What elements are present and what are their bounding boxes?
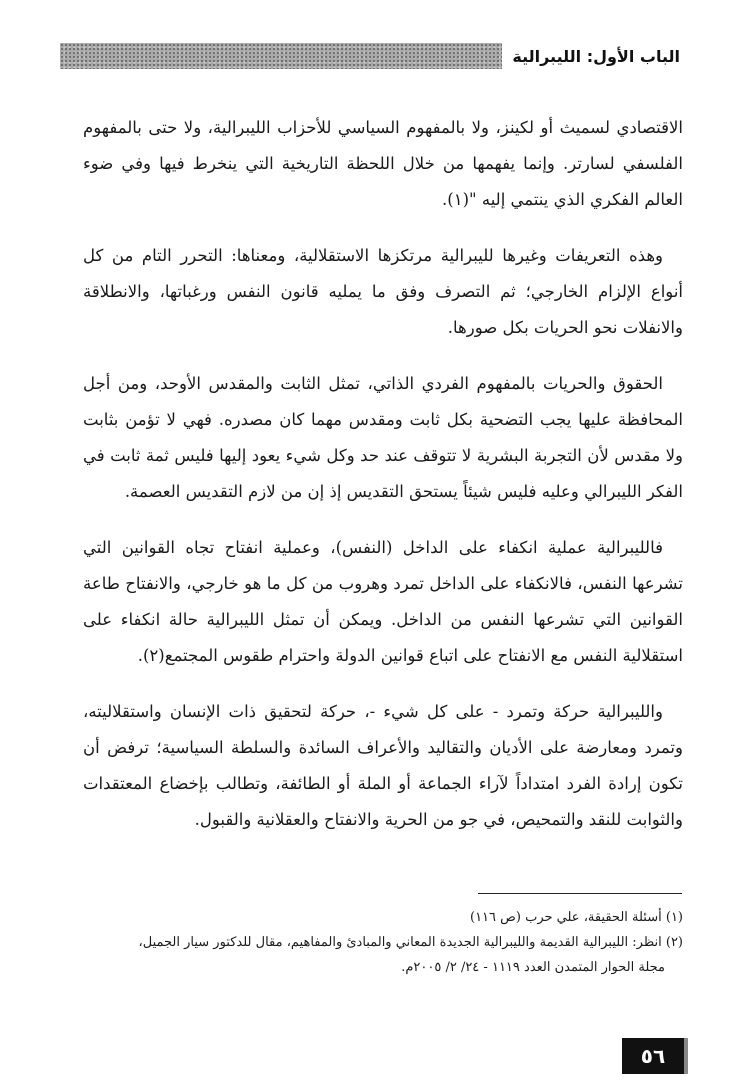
footnote-separator — [478, 893, 682, 894]
paragraph-5: والليبرالية حركة وتمرد - على كل شيء -، حركة لتحقيق ذات الإنسان واستقلاليته، وتمرد ومعارضة على الأديان والتقاليد والأعراف السائدة والسلطة السياسية؛ ترفض أن تكون إرادة الفرد امتداداً لآراء الجماعة أو الملة أو الطائفة، وتطالب بإخضاع المعتقدات والثوابت للنقد والتمحيص، في جو من الحرية والانفتاح والعقلانية والقبول. — [83, 702, 683, 829]
paragraph-3: الحقوق والحريات بالمفهوم الفردي الذاتي، تمثل الثابت والمقدس الأوحد، ومن أجل المحافظة عليها يجب التضحية بكل ثابت ومقدس مهما كان مصدره. فهي لا تؤمن بثابت ولا مقدس لأن التجربة البشرية لا تتوقف عند حد وكل شيء يعود إليها فليس ثمة ثابت في الفكر الليبرالي وعليه فليس شيئاً يستحق التقديس إذ إن من لازم التقديس العصمة. — [83, 374, 683, 501]
header-texture-band — [60, 43, 502, 69]
body-text — [83, 110, 683, 858]
paragraph-4: فالليبرالية عملية انكفاء على الداخل (النفس)، وعملية انفتاح تجاه القوانين التي تشرعها النفس، فالانكفاء على الداخل تمرد وهروب من كل ما هو خارجي، والانفتاح طاعة القوانين التي تشرعها النفس من الداخل. ويمكن أن تمثل الليبرالية حالة انكفاء على استقلالية النفس مع الانفتاح على اتباع قوانين الدولة واحترام طقوس المجتمع(٢). — [83, 538, 683, 665]
chapter-title: الباب الأول: الليبرالية — [512, 46, 680, 66]
footnotes — [83, 905, 683, 980]
footnote-1: (١) أسئلة الحقيقة، علي حرب (ص ١١٦) — [470, 910, 683, 925]
footnote-2-line-1: (٢) انظر: الليبرالية القديمة والليبرالية الجديدة المعاني والمبادئ والمفاهيم، مقال للدكتور سيار الجميل، — [138, 935, 683, 950]
paragraph-1: الاقتصادي لسميث أو لكينز، ولا بالمفهوم السياسي للأحزاب الليبرالية، ولا حتى بالمفهوم الفلسفي لسارتر. وإنما يفهمها من خلال اللحظة التاريخية التي ينخرط فيها وفي ضوء العالم الفكري الذي ينتمي إليه "(١). — [83, 118, 683, 209]
running-header — [60, 41, 680, 71]
footnote-2-line-2: مجلة الحوار المتمدن العدد ١١١٩ - ٢٤/ ٢/ ٢٠٠٥م. — [401, 960, 665, 975]
page-number: ٥٦ — [622, 1038, 684, 1074]
page-number-edge — [684, 1038, 688, 1074]
paragraph-2: وهذه التعريفات وغيرها لليبرالية مرتكزها الاستقلالية، ومعناها: التحرر التام من كل أنواع الإلزام الخارجي؛ ثم التصرف وفق ما يمليه قانون النفس ورغباتها، والانطلاقة والانفلات نحو الحريات بكل صورها. — [83, 246, 683, 337]
